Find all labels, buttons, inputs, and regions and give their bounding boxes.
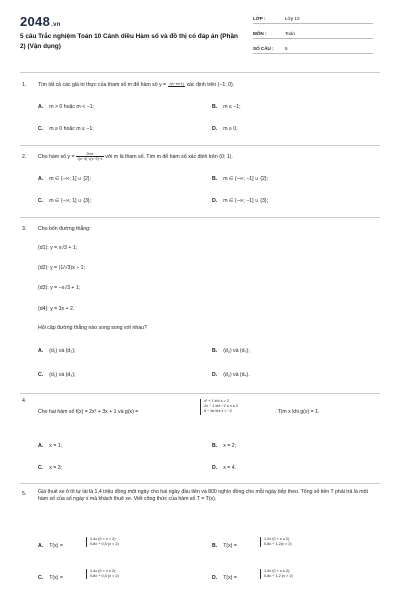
meta-value: Lớp 10 <box>285 16 300 21</box>
option-text: m ∈ (−∞; −1] ∪ {2}; <box>223 176 269 182</box>
option-c[interactable] <box>38 575 63 581</box>
option-text: m ≥ 0. <box>223 126 238 132</box>
piecewise-case: 0,8x + 1,2 (x > 2) <box>264 574 293 579</box>
question-text <box>38 152 378 161</box>
question-text-part: Tìm tất cả các giá trị thực của tham số m để hàm số y = <box>38 82 167 88</box>
option-a[interactable] <box>38 543 63 549</box>
meta-value: Toán <box>285 31 295 36</box>
line-definition: (d2): y = (1/√3)x − 1; <box>38 265 85 271</box>
fraction-numerator: √(x−m+1) <box>168 82 184 87</box>
meta-value: 5 <box>285 46 288 51</box>
option-label: D. <box>212 372 218 378</box>
line-definition: (d4): y = 3x + 2. <box>38 306 75 312</box>
option-prefix: T(x) = <box>223 575 237 581</box>
option-text: x = 3; <box>49 465 63 471</box>
document-title: 5 câu Trắc nghiệm Toán 10 Cánh diều Hàm số và đồ thị có đáp án (Phần 2) (Vận dụng) <box>20 33 238 50</box>
meta-key: SỐ CÂU : <box>253 46 274 51</box>
formula-fraction <box>168 82 185 87</box>
option-b[interactable] <box>212 176 268 182</box>
option-a[interactable] <box>38 176 91 182</box>
option-d[interactable] <box>212 465 236 471</box>
option-text: (d₁) và (d₃); <box>49 372 76 378</box>
option-label: B. <box>212 104 218 110</box>
option-b[interactable] <box>212 543 237 549</box>
option-label: D. <box>212 575 218 581</box>
option-text: (d₂) và (d₃); <box>223 348 250 354</box>
option-label: C. <box>38 198 44 204</box>
option-label: C. <box>38 372 44 378</box>
option-label: B. <box>212 543 218 549</box>
question-text: . Tìm x khi g(x) = 1. <box>275 409 320 415</box>
option-label: A. <box>38 348 44 354</box>
option-label: B. <box>212 443 218 449</box>
question-text: Cho hai hàm số f(x) = 2x² + 3x + 1 và g(x) = <box>38 409 139 415</box>
question-text-part: xác định trên (−1; 0). <box>186 82 235 88</box>
line-definition: (d1): y = x√3 + 1; <box>38 245 78 251</box>
option-d[interactable] <box>212 372 250 378</box>
site-logo[interactable] <box>20 14 61 29</box>
option-prefix: T(x) = <box>49 575 63 581</box>
option-label: A. <box>38 176 44 182</box>
question-text-part: với m là tham số. Tìm m để hàm số xác định trên (0; 1). <box>105 154 233 161</box>
question-text: Giá thuê xe ô tô tự lái là 1,4 triệu đồng một ngày cho hai ngày đầu tiên và 800 nghìn đồng cho mỗi ngày tiếp theo. Tổng số tiền T phải trả là một hàm số của số ngày x mà khách thuê xe. Viết công thức của hàm số T = T(x). <box>38 489 368 502</box>
question-text <box>38 82 378 89</box>
option-label: C. <box>38 126 44 132</box>
piecewise-function <box>86 537 119 547</box>
option-label: A. <box>38 443 44 449</box>
piecewise-function <box>260 569 293 579</box>
option-text: x = 4. <box>223 465 237 471</box>
piecewise-case: 6 − 6x khi x < −2 <box>204 409 232 414</box>
divider <box>20 483 380 484</box>
question-number: 5. <box>22 491 27 497</box>
option-label: B. <box>212 348 218 354</box>
option-a[interactable] <box>38 348 75 354</box>
piecewise-case: 0,8x + 1,2(x > 2) <box>264 542 292 547</box>
divider <box>20 393 380 394</box>
option-prefix: T(x) = <box>49 543 63 549</box>
piecewise-case: 2x − 1 khi −2 ≤ x ≤ 2 <box>204 404 239 409</box>
fraction-denominator: √(x−4)·√(x−2)−1 <box>76 157 103 162</box>
option-label: D. <box>212 465 218 471</box>
piecewise-function <box>86 569 119 579</box>
meta-key: LỚP : <box>253 16 266 21</box>
piecewise-case: 1,4x (0 < x ≤ 2) <box>264 569 290 573</box>
option-label: D. <box>212 126 218 132</box>
option-text: (d₂) và (d₄). <box>223 372 250 378</box>
divider <box>20 217 380 218</box>
option-label: C. <box>38 575 44 581</box>
meta-key: MÔN : <box>253 31 267 36</box>
question-number: 2. <box>22 154 27 160</box>
option-c[interactable] <box>38 126 94 132</box>
option-label: A. <box>38 104 44 110</box>
option-text: m ≤ −1; <box>223 104 241 110</box>
option-text: m ∈ (−∞; −1] ∪ {3}; <box>223 198 269 204</box>
option-c[interactable] <box>38 465 62 471</box>
option-label: B. <box>212 176 218 182</box>
question-text: Cho bốn đường thẳng: <box>38 226 91 232</box>
formula-fraction <box>76 152 104 161</box>
question-number: 3. <box>22 226 27 232</box>
piecewise-case: 1,4x (0 < x < 2) <box>90 537 116 541</box>
option-a[interactable] <box>38 104 94 110</box>
option-text: x = 1; <box>49 443 63 449</box>
piecewise-function <box>260 537 292 547</box>
question-number: 4. <box>22 398 27 404</box>
option-b[interactable] <box>212 104 241 110</box>
question-prompt: Hỏi cặp đường thẳng nào song song với nhau? <box>38 325 147 331</box>
question-number: 1. <box>22 82 27 88</box>
divider <box>20 145 380 146</box>
piecewise-case: 0,8x + 0,5 (x > 2) <box>90 574 119 579</box>
option-d[interactable] <box>212 126 238 132</box>
option-text: m > 0 hoặc m < −1; <box>49 104 95 110</box>
piecewise-case: x³ + 1 khi x > 2 <box>204 399 229 403</box>
option-d[interactable] <box>212 575 237 581</box>
option-c[interactable] <box>38 198 91 204</box>
option-b[interactable] <box>212 443 236 449</box>
option-label: C. <box>38 465 44 471</box>
fraction-numerator: 2mx <box>76 152 104 157</box>
line-definition: (d3): y = −x√3 + 1; <box>38 285 81 291</box>
logo-text: 2048 <box>20 14 51 29</box>
piecewise-case: 1,4x (0 < x ≤ 2) <box>90 569 116 573</box>
piecewise-case: 0,8x + 0,5 (x > 2) <box>90 542 119 547</box>
question-text-part: Cho hàm số y = <box>38 154 75 161</box>
option-a[interactable] <box>38 443 62 449</box>
option-text: x = 2; <box>223 443 237 449</box>
option-b[interactable] <box>212 348 250 354</box>
option-d[interactable] <box>212 198 268 204</box>
logo-suffix: .vn <box>51 22 61 28</box>
option-text: m ∈ (−∞; 1] ∪ {3}; <box>49 198 92 204</box>
piecewise-function <box>200 399 238 415</box>
piecewise-case: 1,2x (0 < x ≤ 2) <box>264 537 290 541</box>
option-text: m ∈ (−∞; 1] ∪ {2}; <box>49 176 92 182</box>
divider <box>20 72 380 73</box>
option-label: D. <box>212 198 218 204</box>
option-c[interactable] <box>38 372 76 378</box>
option-text: (d₁) và (d₂); <box>49 348 76 354</box>
option-prefix: T(x) = <box>223 543 237 549</box>
option-text: m ≥ 0 hoặc m ≤ −1; <box>49 126 94 132</box>
option-label: A. <box>38 543 44 549</box>
